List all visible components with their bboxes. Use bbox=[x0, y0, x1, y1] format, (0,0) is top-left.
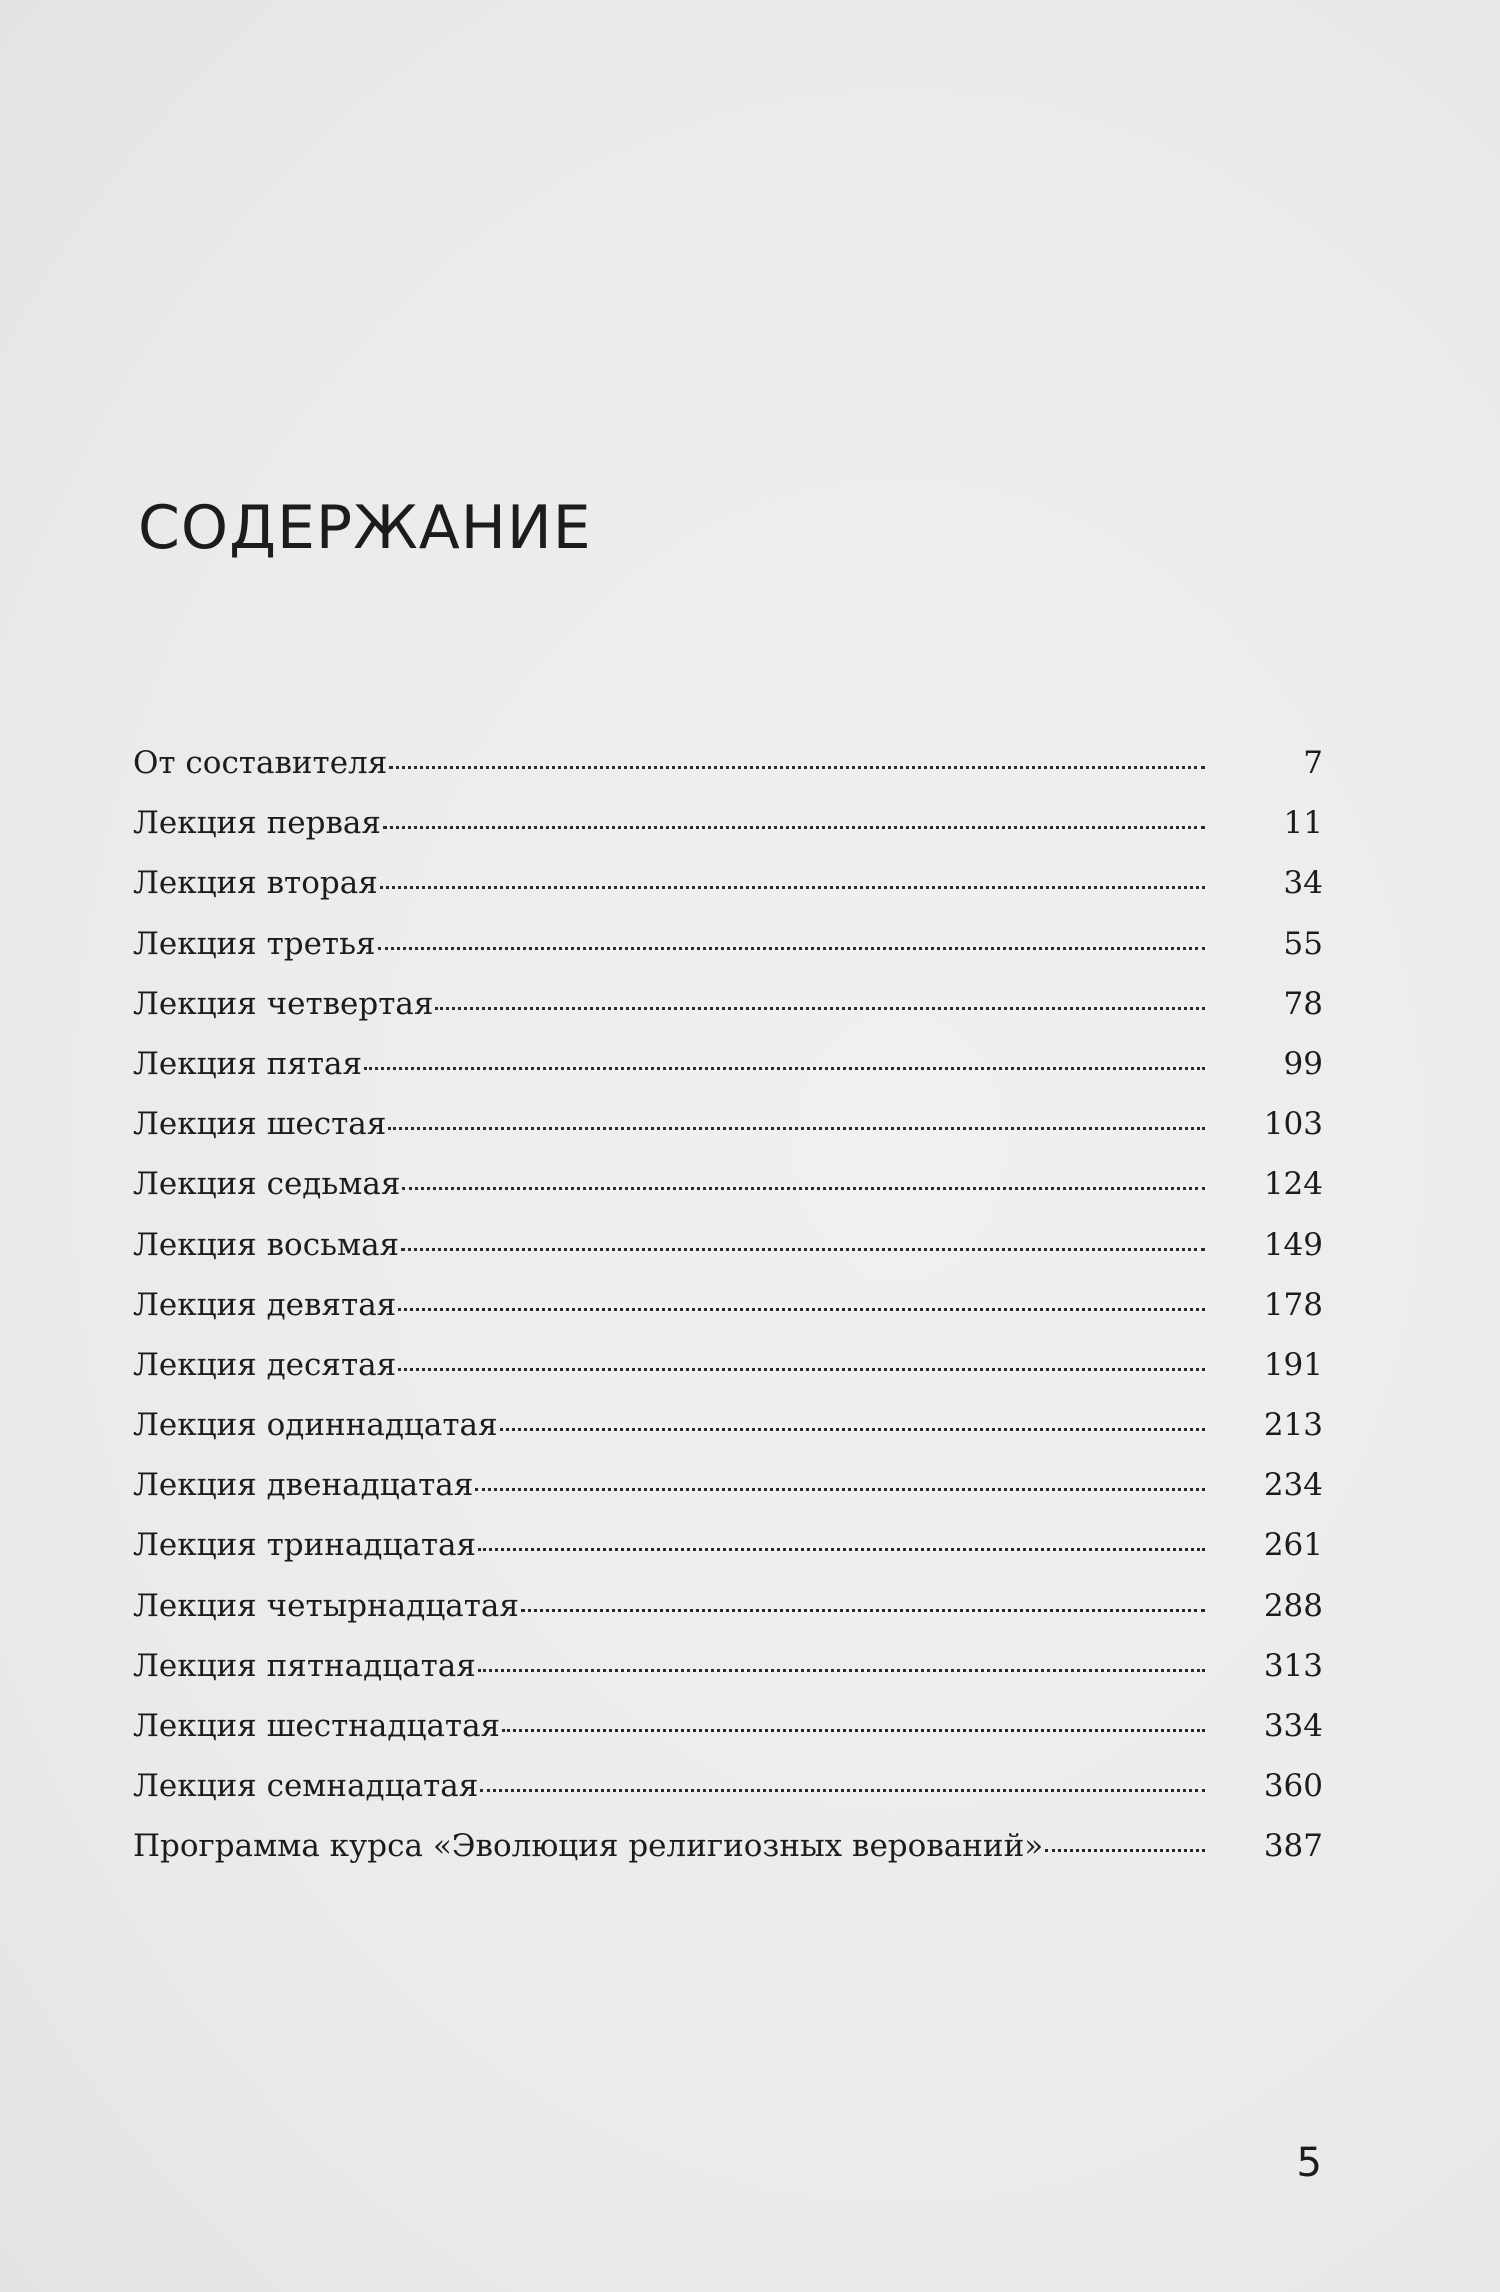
toc-entry bbox=[133, 733, 1323, 793]
toc-entry-page: 124 bbox=[1263, 1166, 1323, 1203]
toc-entry-label: Лекция третья bbox=[133, 925, 376, 962]
toc-entry-label: От составителя bbox=[133, 745, 388, 781]
toc-entry bbox=[133, 1275, 1323, 1335]
dot-leader bbox=[401, 1248, 1205, 1251]
toc-entry bbox=[133, 1636, 1323, 1696]
toc-entry-title-group bbox=[133, 1395, 1253, 1455]
table-of-contents bbox=[133, 733, 1323, 1877]
toc-entry-title-group bbox=[133, 914, 1253, 974]
toc-entry-page: 213 bbox=[1263, 1407, 1323, 1444]
dot-leader bbox=[383, 826, 1205, 829]
toc-entry-title-group bbox=[133, 1275, 1253, 1335]
toc-entry bbox=[133, 1034, 1323, 1094]
dot-leader bbox=[398, 1308, 1205, 1311]
toc-entry-page: 11 bbox=[1283, 805, 1323, 842]
toc-entry-title-group bbox=[133, 1094, 1253, 1154]
toc-entry-label: Лекция восьмая bbox=[133, 1226, 400, 1263]
toc-entry-label: Лекция десятая bbox=[133, 1346, 397, 1383]
toc-entry-page: 7 bbox=[1303, 745, 1323, 781]
toc-entry-title-group bbox=[133, 793, 1253, 853]
dot-leader bbox=[480, 1789, 1205, 1792]
toc-entry-page: 313 bbox=[1263, 1647, 1323, 1684]
toc-entry-label: Лекция четырнадцатая bbox=[133, 1587, 519, 1624]
toc-entry bbox=[133, 1576, 1323, 1636]
toc-entry-label: Программа курса «Эволюция религиозных верований» bbox=[133, 1828, 1044, 1865]
toc-entry-page: 334 bbox=[1263, 1708, 1323, 1744]
toc-entry-label: Лекция тринадцатая bbox=[133, 1527, 477, 1564]
toc-entry bbox=[133, 974, 1323, 1034]
toc-entry-page: 360 bbox=[1263, 1768, 1323, 1805]
toc-entry-page: 261 bbox=[1263, 1527, 1323, 1564]
toc-entry-page: 191 bbox=[1263, 1346, 1323, 1383]
toc-entry bbox=[133, 1696, 1323, 1756]
dot-leader bbox=[389, 766, 1205, 769]
toc-entry-title-group bbox=[133, 1154, 1253, 1214]
toc-entry-page: 103 bbox=[1263, 1106, 1323, 1143]
toc-entry-page: 34 bbox=[1283, 865, 1323, 902]
toc-entry bbox=[133, 1094, 1323, 1154]
toc-entry-title-group bbox=[133, 1576, 1253, 1636]
toc-entry-page: 387 bbox=[1263, 1828, 1323, 1865]
toc-entry bbox=[133, 1335, 1323, 1395]
toc-entry-page: 178 bbox=[1263, 1286, 1323, 1323]
toc-entry-title-group bbox=[133, 733, 1253, 793]
toc-entry-title-group bbox=[133, 974, 1253, 1034]
toc-entry-page: 149 bbox=[1263, 1226, 1323, 1263]
toc-entry-title-group bbox=[133, 853, 1253, 913]
toc-entry bbox=[133, 1756, 1323, 1816]
dot-leader bbox=[478, 1669, 1205, 1672]
dot-leader bbox=[378, 947, 1205, 950]
toc-entry-title-group bbox=[133, 1696, 1253, 1756]
toc-entry bbox=[133, 1395, 1323, 1455]
toc-entry bbox=[133, 1215, 1323, 1275]
dot-leader bbox=[500, 1428, 1205, 1431]
toc-entry-title-group bbox=[133, 1335, 1253, 1395]
dot-leader bbox=[398, 1368, 1205, 1371]
dot-leader bbox=[380, 886, 1205, 889]
toc-entry-label: Лекция девятая bbox=[133, 1286, 397, 1323]
toc-entry-label: Лекция первая bbox=[133, 805, 381, 842]
toc-entry-label: Лекция четвертая bbox=[133, 985, 434, 1022]
dot-leader bbox=[435, 1007, 1205, 1010]
toc-entry bbox=[133, 1455, 1323, 1515]
dot-leader bbox=[402, 1187, 1205, 1190]
toc-entry bbox=[133, 1154, 1323, 1214]
dot-leader bbox=[475, 1488, 1205, 1491]
page-number: 5 bbox=[1296, 2140, 1322, 2186]
toc-entry bbox=[133, 793, 1323, 853]
dot-leader bbox=[521, 1609, 1205, 1612]
toc-entry-title-group bbox=[133, 1455, 1253, 1515]
dot-leader bbox=[1045, 1849, 1205, 1852]
toc-entry bbox=[133, 1816, 1323, 1876]
toc-entry-title-group bbox=[133, 1636, 1253, 1696]
dot-leader bbox=[502, 1729, 1205, 1732]
toc-entry-page: 78 bbox=[1283, 985, 1323, 1022]
toc-entry-page: 288 bbox=[1263, 1587, 1323, 1624]
toc-entry bbox=[133, 853, 1323, 913]
toc-entry-label: Лекция вторая bbox=[133, 865, 378, 902]
toc-entry-label: Лекция семнадцатая bbox=[133, 1768, 479, 1805]
toc-entry-title-group bbox=[133, 1215, 1253, 1275]
toc-entry-label: Лекция шестнадцатая bbox=[133, 1708, 501, 1744]
toc-entry-page: 99 bbox=[1283, 1045, 1323, 1082]
toc-entry-label: Лекция шестая bbox=[133, 1106, 387, 1143]
dot-leader bbox=[388, 1127, 1205, 1130]
toc-entry bbox=[133, 1515, 1323, 1575]
toc-entry-label: Лекция двенадцатая bbox=[133, 1467, 474, 1504]
toc-entry-label: Лекция пятнадцатая bbox=[133, 1647, 476, 1684]
toc-entry-title-group bbox=[133, 1034, 1253, 1094]
toc-entry-title-group bbox=[133, 1515, 1253, 1575]
toc-entry-title-group bbox=[133, 1816, 1253, 1876]
toc-entry-label: Лекция пятая bbox=[133, 1045, 363, 1082]
toc-entry-label: Лекция седьмая bbox=[133, 1166, 401, 1203]
dot-leader bbox=[364, 1067, 1205, 1070]
toc-entry bbox=[133, 914, 1323, 974]
toc-entry-label: Лекция одиннадцатая bbox=[133, 1407, 498, 1444]
dot-leader bbox=[478, 1548, 1205, 1551]
toc-entry-title-group bbox=[133, 1756, 1253, 1816]
page-title: СОДЕРЖАНИЕ bbox=[138, 493, 592, 563]
toc-entry-page: 55 bbox=[1283, 925, 1323, 962]
toc-entry-page: 234 bbox=[1263, 1467, 1323, 1504]
